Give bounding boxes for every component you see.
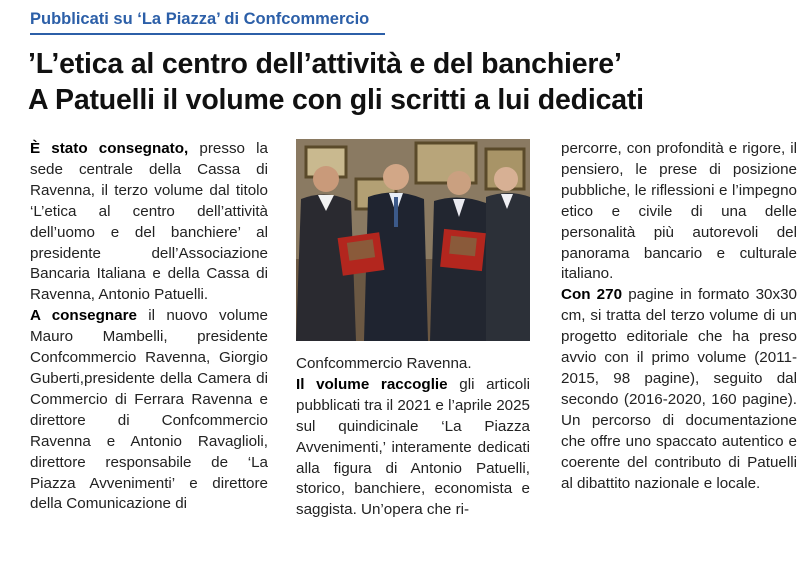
paragraph [30, 139, 268, 306]
paragraph-lead: A consegnare [30, 307, 137, 325]
paragraph [561, 285, 797, 494]
photo-illustration [296, 139, 530, 341]
news-photo [296, 139, 530, 341]
article-column-2 [296, 354, 530, 521]
paragraph-lead: Il volume raccoglie [296, 375, 448, 393]
paragraph-lead: È stato consegnato, [30, 140, 189, 157]
paragraph-text: il nuovo volume Mauro Mambelli, presidente Confcommercio Ravenna, Giorgio Guberti,presidente della Camera di Commercio di Ferrara Ravenna e direttore di Confcommercio Ravenna e Antonio Ravaglioli, direttore responsabile de ‘La Piazza Avvenimenti’ e direttore della Comunicazione di [30, 307, 268, 513]
paragraph-text: percorre, con profondità e rigore, il pensiero, le prese di posizione pubbliche, le riflessioni e l’impegno etico e civile di una delle personalità più autorevoli del panorama bancario e culturale italiano. [561, 140, 797, 283]
paragraph [30, 306, 268, 515]
paragraph [296, 354, 530, 375]
article-column-3 [561, 139, 797, 494]
paragraph [296, 375, 530, 521]
paragraph-text: gli articoli pubblicati tra il 2021 e l’aprile 2025 sul quindicinale ‘La Piazza Avvenimenti,’ interamente dedicati alla figura di Antonio Patuelli, storico, banchiere, economista e saggista. Un’opera che ri- [296, 375, 530, 519]
paragraph [561, 139, 797, 285]
paragraph-lead: Con 270 [561, 286, 623, 304]
headline-line-1: ’L’etica al centro dell’attività e del banchiere’ [28, 48, 622, 80]
paragraph-text: presso la sede centrale della Cassa di Ravenna, il terzo volume dal titolo ‘L’etica al centro dell’attività dell’uomo e del banchiere’ al presidente dell’Associazione Bancaria Italiana e della Cassa di Ravenna, Antonio Patuelli. [30, 140, 268, 304]
headline-line-2: A Patuelli il volume con gli scritti a lui dedicati [28, 84, 644, 116]
section-kicker: Pubblicati su ‘La Piazza’ di Confcommercio [30, 10, 370, 28]
paragraph-text: pagine in formato 30x30 cm, si tratta del terzo volume di un progetto editoriale che ha preso avvio con il primo volume (2011-2015, 98 pagine), seguito dal secondo (2016-2020, 160 pagine). Un percorso di documentazione che offre uno spaccato autentico e coerente del contributo di Patuelli al dibattito nazionale e locale. [561, 286, 797, 492]
headline [28, 46, 798, 118]
paragraph-text: Confcommercio Ravenna. [296, 355, 472, 372]
article-column-1 [30, 139, 268, 515]
kicker-underline [30, 33, 385, 35]
